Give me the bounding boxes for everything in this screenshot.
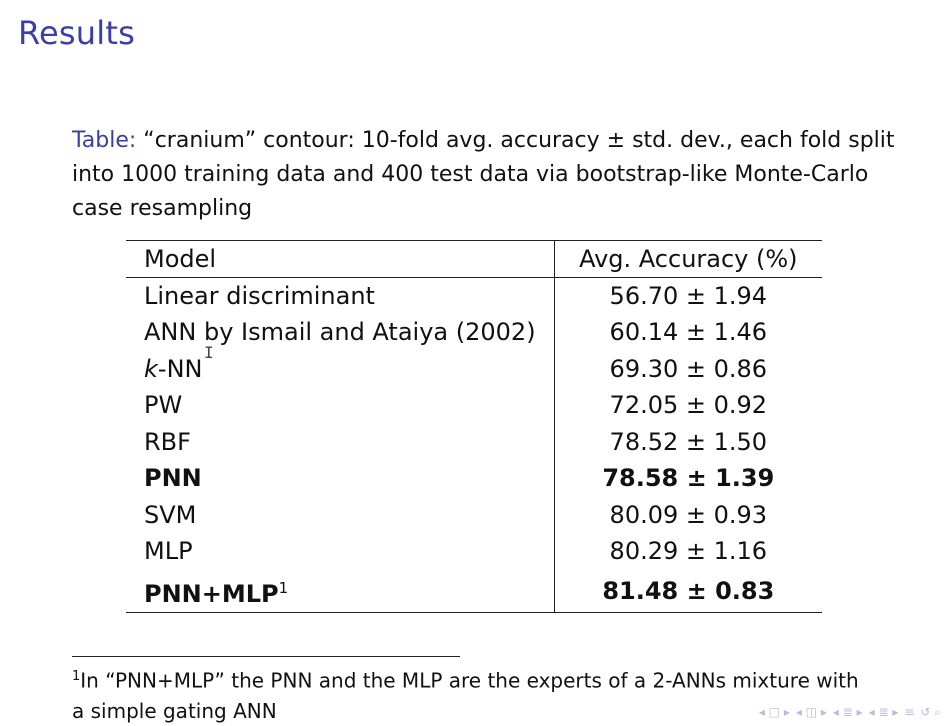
accuracy-cell: 81.48 ± 0.83 (554, 570, 822, 613)
header-accuracy: Avg. Accuracy (%) (554, 241, 822, 278)
footnote-divider (72, 656, 460, 657)
footnote-mark: 1 (72, 669, 81, 684)
table-row (126, 533, 822, 570)
table-row (126, 278, 822, 315)
table-row (126, 351, 822, 388)
slide-title: Results (18, 14, 135, 52)
table-row-highlighted (126, 570, 822, 613)
model-cell: PNN (144, 464, 202, 493)
accuracy-cell: 60.14 ± 1.46 (554, 314, 822, 351)
nav-section-icon[interactable]: ◂ ≣ ▸ (832, 705, 863, 719)
results-table-container (126, 240, 822, 613)
accuracy-cell: 80.29 ± 1.16 (554, 533, 822, 570)
model-cell: RBF (144, 427, 191, 456)
text-cursor-icon: I (204, 343, 214, 362)
beamer-navigation (759, 705, 941, 720)
model-name: -NN (157, 354, 203, 383)
nav-search-icon[interactable]: ↺ ⌕ (920, 705, 941, 719)
table-row (126, 314, 822, 351)
table-row (126, 497, 822, 534)
table-row-highlighted (126, 460, 822, 497)
accuracy-cell: 80.09 ± 0.93 (554, 497, 822, 534)
model-cell (126, 570, 554, 613)
model-cell: ANN by Ismail and Ataiya (2002) (144, 318, 536, 347)
footnote-marker: 1 (278, 578, 289, 597)
accuracy-cell: 72.05 ± 0.92 (554, 387, 822, 424)
model-cell: MLP (144, 537, 193, 566)
accuracy-cell: 69.30 ± 0.86 (554, 351, 822, 388)
nav-prev-icon[interactable]: ◂ ◫ ▸ (795, 705, 827, 719)
nav-align-icon[interactable]: ≡ (904, 705, 915, 719)
results-table (126, 240, 822, 613)
footnote (72, 662, 872, 726)
model-cell: PW (144, 391, 183, 420)
header-model: Model (144, 245, 217, 273)
caption-label: Table: (72, 128, 137, 153)
table-caption (72, 124, 902, 226)
table-row (126, 424, 822, 461)
nav-first-icon[interactable]: ◂ □ ▸ (758, 705, 790, 719)
accuracy-cell: 78.58 ± 1.39 (554, 460, 822, 497)
model-cell (126, 351, 554, 388)
model-cell: Linear discriminant (144, 282, 375, 310)
model-cell: SVM (144, 500, 197, 529)
model-name: PNN+MLP (144, 579, 279, 608)
accuracy-cell: 78.52 ± 1.50 (554, 424, 822, 461)
accuracy-cell: 56.70 ± 1.94 (554, 278, 822, 315)
footnote-text: In “PNN+MLP” the PNN and the MLP are the experts of a 2-ANNs mixture with a simple gating ANN (72, 668, 859, 723)
caption-text: “cranium” contour: 10-fold avg. accuracy ± std. dev., each fold split into 1000 training data and 400 test data via bootstrap-like Monte-Carlo case resampling (72, 128, 895, 221)
nav-subsection-icon[interactable]: ◂ ≣ ▸ (868, 705, 899, 719)
model-italic-prefix: k (144, 354, 158, 383)
table-header-row (126, 241, 822, 278)
table-row (126, 387, 822, 424)
